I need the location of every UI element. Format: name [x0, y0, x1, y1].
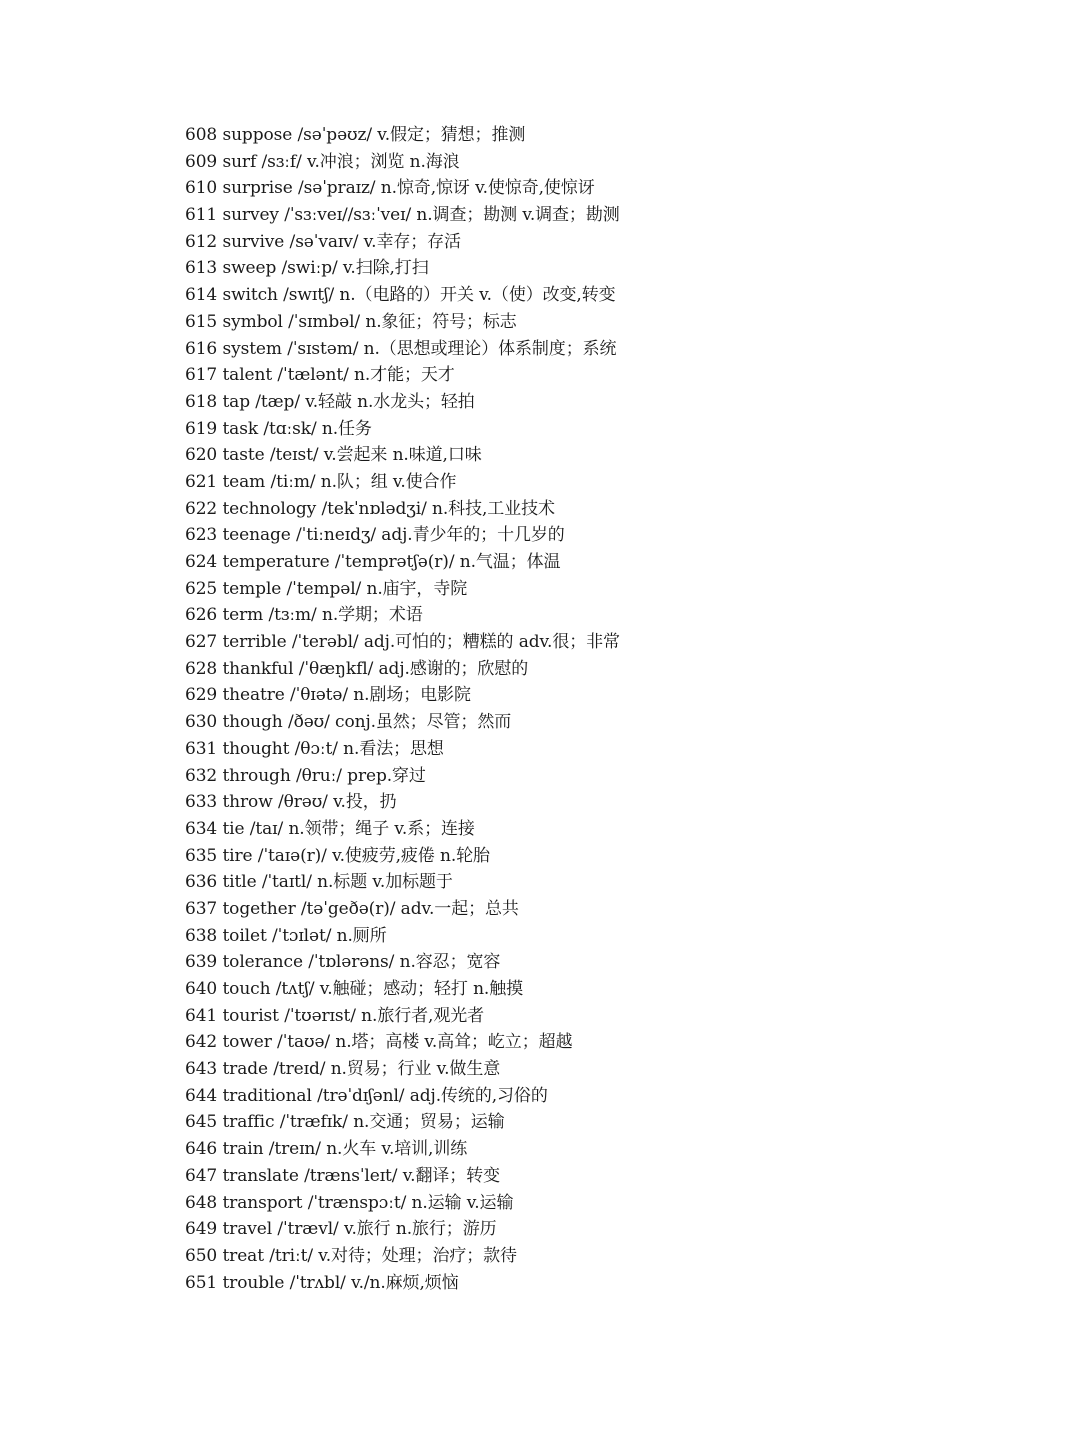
vocab-entry: 641 tourist /ˈtʊərɪst/ n.旅行者,观光者 — [185, 1005, 485, 1026]
vocab-entry: 626 term /tɜːm/ n.学期；术语 — [185, 605, 423, 626]
vocab-entry: 634 tie /taɪ/ n.领带；绳子 v.系；连接 — [185, 818, 475, 839]
vocab-entry: 651 trouble /ˈtrʌbl/ v./n.麻烦,烦恼 — [185, 1272, 459, 1293]
vocab-entry: 646 train /treɪn/ n.火车 v.培训,训练 — [185, 1139, 468, 1160]
vocab-entry: 644 traditional /trəˈdɪʃənl/ adj.传统的,习俗的 — [185, 1085, 548, 1106]
vocab-entry: 643 trade /treɪd/ n.贸易；行业 v.做生意 — [185, 1059, 501, 1080]
vocab-entry: 631 thought /θɔːt/ n.看法；思想 — [185, 738, 444, 759]
vocab-entry: 620 taste /teɪst/ v.尝起来 n.味道,口味 — [185, 445, 482, 466]
vocab-entry: 636 title /ˈtaɪtl/ n.标题 v.加标题于 — [185, 872, 453, 893]
vocab-entry: 627 terrible /ˈterəbl/ adj.可怕的；糟糕的 adv.很；非常 — [185, 632, 620, 653]
vocab-entry: 632 through /θruː/ prep.穿过 — [185, 765, 426, 786]
vocab-entry: 635 tire /ˈtaɪə(r)/ v.使疲劳,疲倦 n.轮胎 — [185, 845, 490, 866]
vocab-entry: 630 though /ðəʊ/ conj.虽然；尽管；然而 — [185, 712, 512, 733]
vocab-entry: 610 surprise /səˈpraɪz/ n.惊奇,惊讶 v.使惊奇,使惊讶 — [185, 178, 595, 199]
vocab-entry: 623 teenage /ˈtiːneɪdʒ/ adj.青少年的；十几岁的 — [185, 525, 565, 546]
vocab-entry: 648 transport /ˈtrænspɔːt/ n.运输 v.运输 — [185, 1192, 514, 1213]
vocab-entry: 642 tower /ˈtaʊə/ n.塔；高楼 v.高耸；屹立；超越 — [185, 1032, 573, 1053]
vocabulary-list — [185, 122, 1045, 1296]
vocab-entry: 638 toilet /ˈtɔɪlət/ n.厕所 — [185, 925, 387, 946]
vocab-entry: 616 system /ˈsɪstəm/ n.（思想或理论）体系制度；系统 — [185, 338, 617, 359]
vocab-entry: 611 survey /ˈsɜːveɪ//sɜːˈveɪ/ n.调查；勘测 v.调查；勘测 — [185, 205, 620, 226]
vocab-entry: 608 suppose /səˈpəʊz/ v.假定；猜想；推测 — [185, 125, 526, 145]
vocab-entry: 628 thankful /ˈθæŋkfl/ adj.感谢的；欣慰的 — [185, 658, 529, 679]
vocab-entry: 645 traffic /ˈtræfɪk/ n.交通；贸易；运输 — [185, 1112, 505, 1133]
vocab-entry: 609 surf /sɜːf/ v.冲浪；浏览 n.海浪 — [185, 151, 460, 172]
vocab-entry: 649 travel /ˈtrævl/ v.旅行 n.旅行；游历 — [185, 1219, 497, 1240]
vocab-entry: 615 symbol /ˈsɪmbəl/ n.象征；符号；标志 — [185, 311, 517, 332]
vocab-entry: 621 team /tiːm/ n.队；组 v.使合作 — [185, 471, 457, 492]
vocab-entry: 613 sweep /swiːp/ v.扫除,打扫 — [185, 258, 429, 279]
vocab-entry: 625 temple /ˈtempəl/ n.庙宇，寺院 — [185, 578, 468, 599]
vocab-entry: 650 treat /triːt/ v.对待；处理；治疗；款待 — [185, 1245, 517, 1266]
vocab-entry: 617 talent /ˈtælənt/ n.才能；天才 — [185, 365, 455, 386]
vocab-entry: 633 throw /θrəʊ/ v.投，扔 — [185, 792, 397, 813]
vocab-entry: 640 touch /tʌtʃ/ v.触碰；感动；轻打 n.触摸 — [185, 979, 524, 999]
vocab-entry: 614 switch /swɪtʃ/ n.（电路的）开关 v.（使）改变,转变 — [185, 285, 616, 306]
vocab-entry: 647 translate /trænsˈleɪt/ v.翻译；转变 — [185, 1165, 500, 1186]
vocab-entry: 629 theatre /ˈθɪətə/ n.剧场；电影院 — [185, 685, 471, 706]
vocab-entry: 637 together /təˈgeðə(r)/ adv.一起；总共 — [185, 898, 519, 919]
vocab-entry: 624 temperature /ˈtemprətʃə(r)/ n.气温；体温 — [185, 552, 561, 572]
vocab-entry: 618 tap /tæp/ v.轻敲 n.水龙头；轻拍 — [185, 391, 475, 412]
vocab-entry: 622 technology /tekˈnɒlədʒi/ n.科技,工业技术 — [185, 498, 555, 519]
vocab-entry: 639 tolerance /ˈtɒlərəns/ n.容忍；宽容 — [185, 952, 501, 973]
vocab-entry: 619 task /tɑːsk/ n.任务 — [185, 418, 372, 439]
vocab-entry: 612 survive /səˈvaɪv/ v.幸存；存活 — [185, 231, 461, 252]
